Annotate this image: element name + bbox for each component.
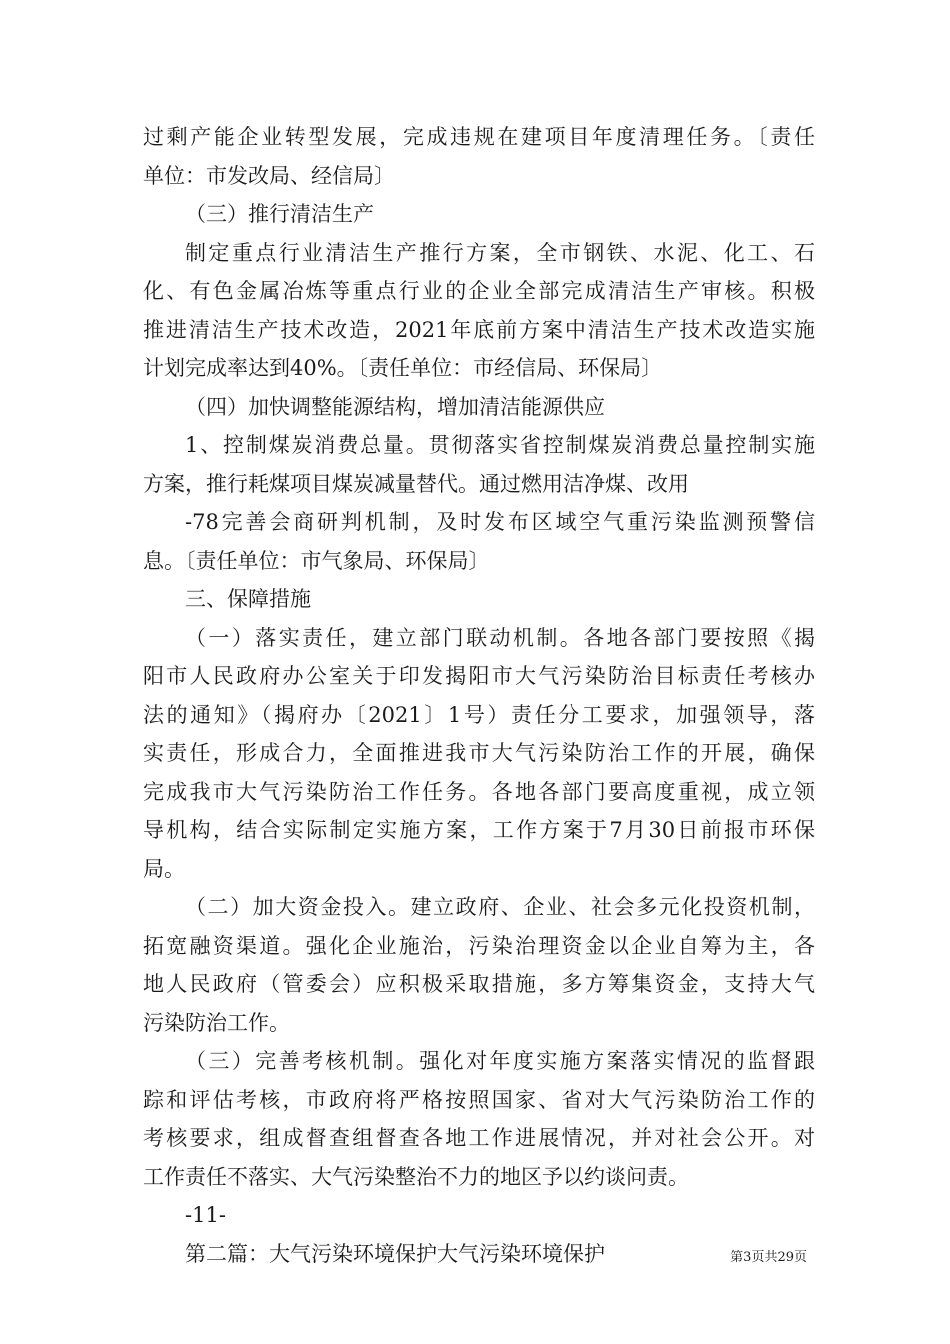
text-line: 息。〔责任单位：市气象局、环保局〕 [143, 548, 490, 573]
text-line: 化、有色金属冶炼等重点行业的企业全部完成清洁生产审核。积极 [143, 279, 815, 303]
text-line: 考核要求，组成督查组督查各地工作进展情况，并对社会公开。对 [143, 1126, 815, 1150]
document-body [143, 118, 815, 1273]
inline-page-number: -11- [185, 1203, 226, 1227]
text-line: 推进清洁生产技术改造，2021年底前方案中清洁生产技术改造实施 [143, 317, 815, 342]
text-line: 制定重点行业清洁生产推行方案，全市钢铁、水泥、化工、石 [185, 240, 815, 265]
section-heading: （三）推行清洁生产 [185, 202, 374, 226]
text-line: -78完善会商研判机制，及时发布区域空气重污染监测预警信 [185, 510, 815, 534]
text-line: （三）完善考核机制。强化对年度实施方案落实情况的监督跟 [185, 1049, 815, 1073]
text-line: （二）加大资金投入。建立政府、企业、社会多元化投资机制， [185, 895, 815, 919]
text-line: 工作责任不落实、大气污染整治不力的地区予以约谈问责。 [143, 1164, 689, 1189]
text-line: 计划完成率达到40%。〔责任单位：市经信局、环保局〕 [143, 356, 663, 380]
text-line: 法的通知》（揭府办〔2021〕1号）责任分工要求，加强领导，落 [143, 702, 815, 727]
text-line: 完成我市大气污染防治工作任务。各地各部门要高度重视，成立领 [143, 779, 815, 804]
page-footer [730, 1246, 807, 1265]
text-line: 地人民政府（管委会）应积极采取措施，多方筹集资金，支持大气 [143, 972, 815, 996]
text-line: （一）落实责任，建立部门联动机制。各地各部门要按照《揭 [185, 625, 815, 650]
page-number-label: 第3页共29页 [730, 1250, 807, 1265]
text-line: 踪和评估考核，市政府将严格按照国家、省对大气污染防治工作的 [143, 1087, 815, 1112]
text-line: 阳市人民政府办公室关于印发揭阳市大气污染防治目标责任考核办 [143, 664, 815, 688]
text-line: 导机构，结合实际制定实施方案，工作方案于7月30日前报市环保 [143, 818, 815, 842]
text-line: 拓宽融资渠道。强化企业施治，污染治理资金以企业自筹为主，各 [143, 933, 815, 958]
text-line: 实责任，形成合力，全面推进我市大气污染防治工作的开展，确保 [143, 741, 815, 765]
text-line: 方案，推行耗煤项目煤炭减量替代。通过燃用洁净煤、改用 [143, 471, 689, 496]
text-line: 单位：市发改局、经信局〕 [143, 163, 395, 188]
text-line: 过剩产能企业转型发展，完成违规在建项目年度清理任务。〔责任 [143, 125, 815, 149]
text-line: 局。 [143, 856, 185, 881]
chapter-heading: 第二篇：大气污染环境保护大气污染环境保护 [185, 1241, 605, 1266]
section-heading: 三、保障措施 [185, 587, 311, 611]
section-heading: （四）加快调整能源结构，增加清洁能源供应 [185, 394, 605, 419]
text-line: 污染防治工作。 [143, 1010, 290, 1035]
text-line: 1、控制煤炭消费总量。贯彻落实省控制煤炭消费总量控制实施 [185, 433, 815, 457]
